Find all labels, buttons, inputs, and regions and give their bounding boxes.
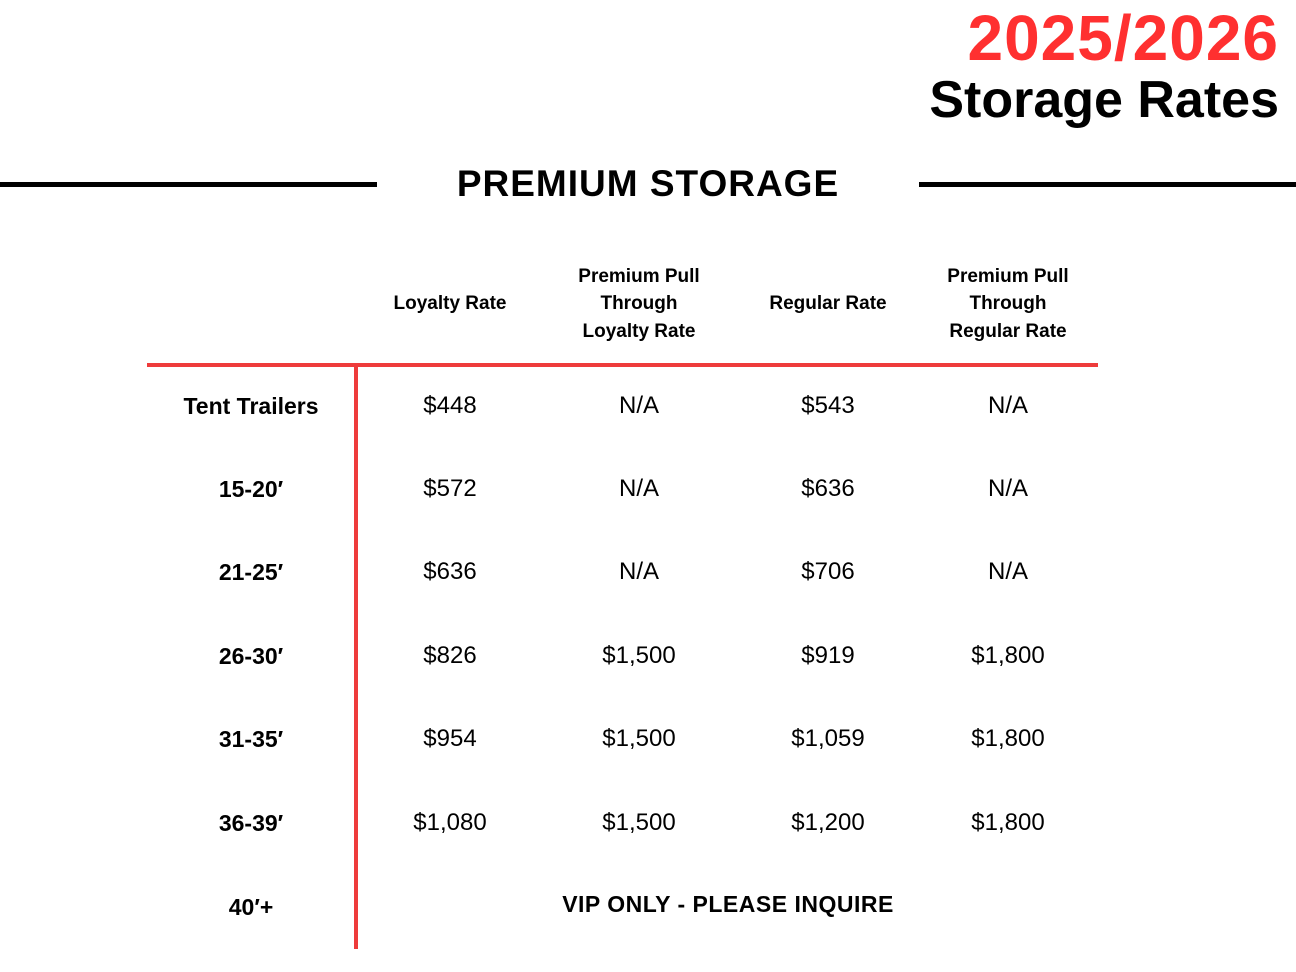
cell-premium-pull-through-loyalty-rate: $1,500: [602, 725, 676, 752]
cell-regular-rate: $543: [801, 392, 855, 419]
cell-premium-pull-through-loyalty-rate: N/A: [618, 392, 659, 419]
table-row: [0, 469, 1296, 509]
table-row: [0, 803, 1296, 843]
cell-regular-rate: $1,059: [791, 725, 865, 752]
cell-loyalty-rate: $954: [423, 725, 477, 752]
cell-loyalty-rate: $826: [423, 642, 477, 669]
row-label: 21-25′: [218, 559, 284, 585]
cell-regular-rate: $706: [801, 558, 855, 585]
row-label: 26-30′: [218, 643, 284, 669]
year-heading: 2025/2026: [967, 2, 1279, 74]
section-rule-right: [919, 182, 1296, 187]
table-row: [0, 386, 1296, 426]
table-row: [0, 552, 1296, 592]
column-header-loyalty-rate: Loyalty Rate: [393, 293, 507, 315]
cell-premium-pull-through-regular-rate: $1,800: [971, 809, 1045, 836]
cell-loyalty-rate: $572: [423, 475, 477, 502]
column-header-premium-pull-through-regular-rate: Premium Pull Through Regular Rate: [947, 265, 1069, 342]
column-header-premium-pull-through-loyalty-rate: Premium Pull Through Loyalty Rate: [578, 265, 700, 342]
cell-premium-pull-through-loyalty-rate: $1,500: [602, 642, 676, 669]
cell-regular-rate: $636: [801, 475, 855, 502]
cell-premium-pull-through-loyalty-rate: $1,500: [602, 809, 676, 836]
table-row: [0, 884, 1296, 924]
cell-regular-rate: $1,200: [791, 809, 865, 836]
table-row: [0, 719, 1296, 759]
table-row: [0, 636, 1296, 676]
row-label: 31-35′: [218, 726, 284, 752]
section-rule-left: [0, 182, 377, 187]
section-title: PREMIUM STORAGE: [456, 163, 840, 204]
cell-premium-pull-through-regular-rate: $1,800: [971, 642, 1045, 669]
cell-loyalty-rate: $448: [423, 392, 477, 419]
cell-premium-pull-through-loyalty-rate: N/A: [618, 475, 659, 502]
cell-premium-pull-through-regular-rate: N/A: [987, 558, 1028, 585]
cell-loyalty-rate: $1,080: [413, 809, 487, 836]
row-label: 15-20′: [218, 476, 284, 502]
cell-premium-pull-through-regular-rate: $1,800: [971, 725, 1045, 752]
row-label: 40′+: [228, 894, 274, 920]
row-label: 36-39′: [218, 810, 284, 836]
cell-premium-pull-through-regular-rate: N/A: [987, 475, 1028, 502]
vip-inquire-note: VIP ONLY - PLEASE INQUIRE: [562, 891, 894, 917]
column-header-regular-rate: Regular Rate: [769, 293, 887, 315]
cell-premium-pull-through-loyalty-rate: N/A: [618, 558, 659, 585]
row-label: Tent Trailers: [183, 393, 319, 419]
page-title: Storage Rates: [929, 71, 1279, 129]
cell-regular-rate: $919: [801, 642, 855, 669]
cell-loyalty-rate: $636: [423, 558, 477, 585]
header-divider: [147, 363, 1098, 367]
cell-premium-pull-through-regular-rate: N/A: [987, 392, 1028, 419]
